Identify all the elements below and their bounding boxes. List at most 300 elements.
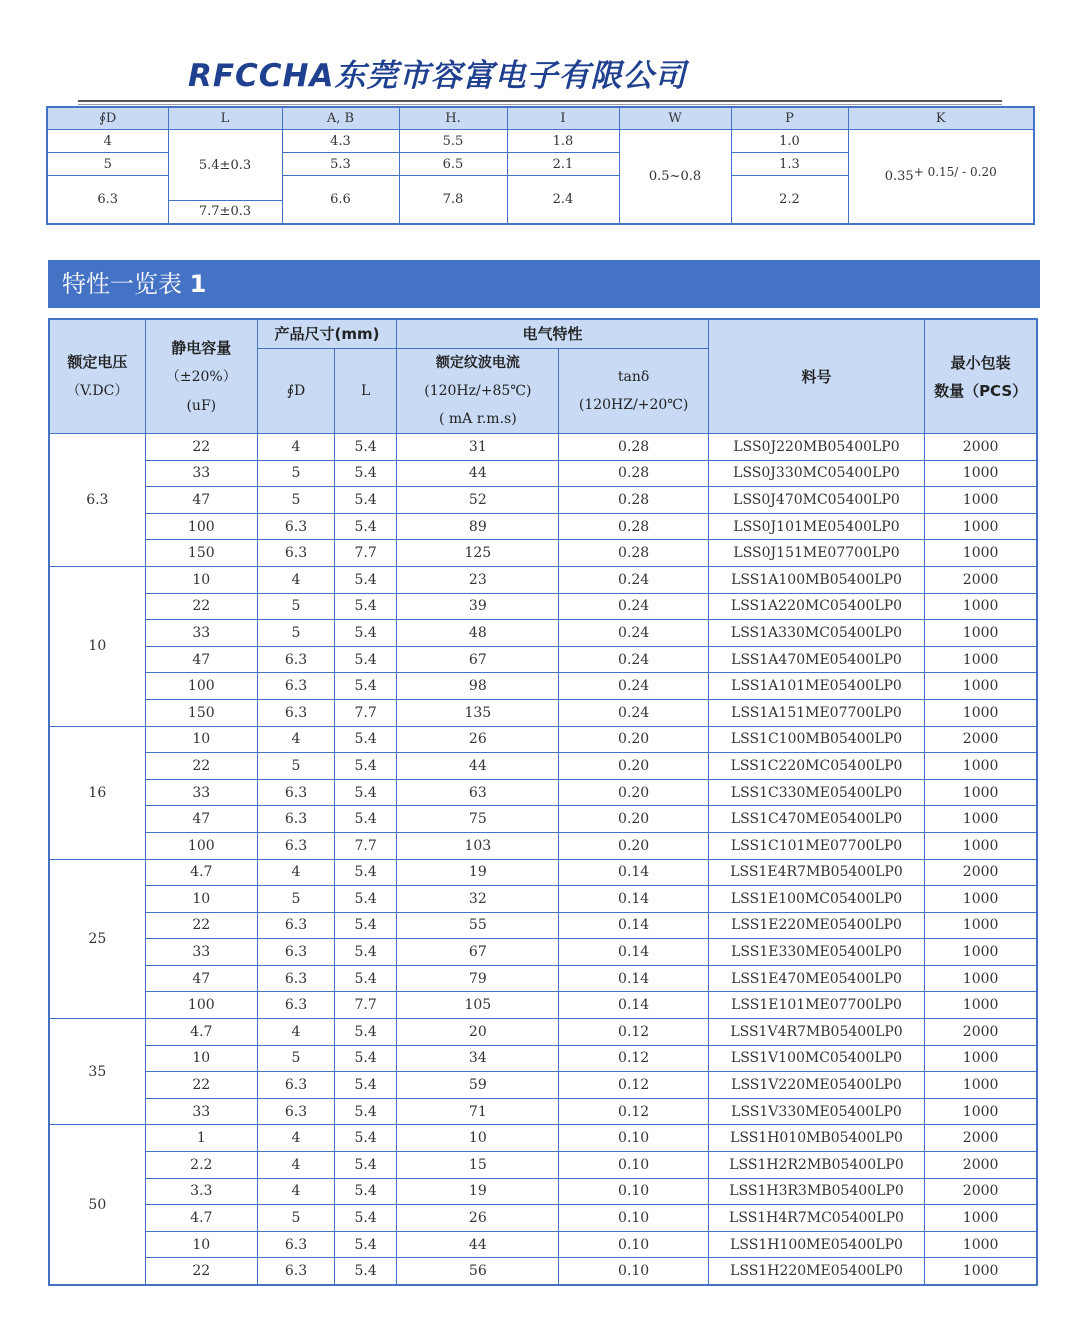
tan-delta-cell: 0.14: [559, 965, 708, 992]
part-number-cell: LSS1C330ME05400LP0: [708, 779, 924, 806]
capacitance-cell: 33: [145, 939, 257, 966]
ripple-current-cell: 26: [397, 726, 559, 753]
ripple-current-cell: 56: [397, 1258, 559, 1285]
length-cell: 5.4: [335, 487, 397, 514]
company-name: RFCCHA东莞市容富电子有限公司: [188, 58, 687, 94]
tan-delta-cell: 0.20: [559, 726, 708, 753]
ripple-current-cell: 71: [397, 1098, 559, 1125]
ripple-current-cell: 15: [397, 1152, 559, 1179]
capacitance-cell: 22: [145, 1072, 257, 1099]
capacitance-cell: 4.7: [145, 1205, 257, 1232]
length-cell: 5.4: [335, 566, 397, 593]
ripple-current-cell: 79: [397, 965, 559, 992]
col-header-capacitance: 静电容量 （±20%） (uF): [145, 319, 257, 434]
tan-delta-cell: 0.24: [559, 620, 708, 647]
min-package-cell: 1000: [925, 992, 1037, 1019]
part-number-cell: LSS0J470MC05400LP0: [708, 487, 924, 514]
part-number-cell: LSS1A470ME05400LP0: [708, 646, 924, 673]
diameter-cell: 5: [257, 460, 334, 487]
tan-delta-cell: 0.12: [559, 1019, 708, 1046]
ripple-current-cell: 75: [397, 806, 559, 833]
table-row: [49, 566, 1037, 593]
min-package-cell: 1000: [925, 487, 1037, 514]
min-package-cell: 2000: [925, 1178, 1037, 1205]
section-title-number: 1: [189, 270, 207, 298]
col-header-voltage: 额定电压 （V.DC）: [49, 319, 145, 434]
table-row: [49, 753, 1037, 780]
diameter-cell: 6.3: [257, 832, 334, 859]
spec-table: [48, 318, 1038, 1286]
part-number-cell: LSS1E100MC05400LP0: [708, 886, 924, 913]
ripple-current-cell: 105: [397, 992, 559, 1019]
diameter-cell: 4: [257, 1125, 334, 1152]
min-package-cell: 1000: [925, 1098, 1037, 1125]
dim-cell-h: 5.5: [399, 130, 507, 153]
col-header-min-package: 最小包装 数量（PCS）: [925, 319, 1037, 434]
ripple-current-cell: 52: [397, 487, 559, 514]
diameter-cell: 6.3: [257, 540, 334, 567]
min-package-cell: 1000: [925, 779, 1037, 806]
dim-cell-p: 1.3: [731, 153, 848, 176]
min-package-cell: 1000: [925, 1045, 1037, 1072]
tan-delta-cell: 0.10: [559, 1152, 708, 1179]
k-base: 0.35: [884, 168, 914, 184]
table-row: [49, 593, 1037, 620]
length-cell: 5.4: [335, 886, 397, 913]
min-package-cell: 1000: [925, 673, 1037, 700]
dim-cell-d: 6.3: [47, 176, 168, 224]
dim-header-ab: A, B: [282, 107, 399, 130]
length-cell: 5.4: [335, 460, 397, 487]
dim-header-d: ∮D: [47, 107, 168, 130]
capacitance-cell: 4.7: [145, 859, 257, 886]
diameter-cell: 4: [257, 1178, 334, 1205]
tan-delta-cell: 0.24: [559, 566, 708, 593]
min-package-cell: 1000: [925, 1231, 1037, 1258]
table-row: [49, 513, 1037, 540]
spec-header-row: [49, 319, 1037, 349]
part-number-cell: LSS1V4R7MB05400LP0: [708, 1019, 924, 1046]
ripple-current-cell: 39: [397, 593, 559, 620]
tan-delta-cell: 0.12: [559, 1045, 708, 1072]
diameter-cell: 6.3: [257, 513, 334, 540]
dim-cell-k: [848, 130, 1034, 224]
ripple-current-cell: 44: [397, 753, 559, 780]
table-row: [49, 1125, 1037, 1152]
part-number-cell: LSS1V330ME05400LP0: [708, 1098, 924, 1125]
diameter-cell: 6.3: [257, 912, 334, 939]
min-package-cell: 1000: [925, 832, 1037, 859]
part-number-cell: LSS1C470ME05400LP0: [708, 806, 924, 833]
min-package-cell: 2000: [925, 1019, 1037, 1046]
diameter-cell: 6.3: [257, 1231, 334, 1258]
diameter-cell: 4: [257, 1019, 334, 1046]
diameter-cell: 5: [257, 487, 334, 514]
dim-cell-h: 7.8: [399, 176, 507, 224]
table-row: [49, 1205, 1037, 1232]
tan-delta-cell: 0.12: [559, 1072, 708, 1099]
section-title: [48, 260, 1040, 308]
capacitance-cell: 47: [145, 646, 257, 673]
voltage-cell: 35: [49, 1019, 145, 1125]
table-row: [49, 806, 1037, 833]
table-row: [49, 1072, 1037, 1099]
length-cell: 7.7: [335, 992, 397, 1019]
min-package-cell: 2000: [925, 859, 1037, 886]
capacitance-cell: 47: [145, 806, 257, 833]
length-cell: 5.4: [335, 434, 397, 461]
diameter-cell: 4: [257, 1152, 334, 1179]
ripple-current-cell: 67: [397, 939, 559, 966]
ripple-current-cell: 63: [397, 779, 559, 806]
table-row: [49, 646, 1037, 673]
min-package-cell: 2000: [925, 1152, 1037, 1179]
part-number-cell: LSS1E220ME05400LP0: [708, 912, 924, 939]
ripple-current-cell: 48: [397, 620, 559, 647]
min-package-cell: 2000: [925, 1125, 1037, 1152]
length-cell: 5.4: [335, 859, 397, 886]
diameter-cell: 6.3: [257, 939, 334, 966]
ripple-current-cell: 89: [397, 513, 559, 540]
length-cell: 5.4: [335, 673, 397, 700]
min-package-cell: 1000: [925, 939, 1037, 966]
dim-cell-i: 2.1: [507, 153, 619, 176]
diameter-cell: 6.3: [257, 779, 334, 806]
voltage-cell: 6.3: [49, 434, 145, 567]
diameter-cell: 6.3: [257, 1098, 334, 1125]
header-rule: [78, 100, 1002, 102]
col-header-diameter: ∮D: [257, 349, 334, 434]
tan-delta-cell: 0.28: [559, 434, 708, 461]
capacitance-cell: 22: [145, 1258, 257, 1285]
table-row: [49, 620, 1037, 647]
length-cell: 5.4: [335, 1152, 397, 1179]
diameter-cell: 6.3: [257, 806, 334, 833]
tan-delta-cell: 0.20: [559, 753, 708, 780]
ripple-current-cell: 55: [397, 912, 559, 939]
min-package-cell: 1000: [925, 753, 1037, 780]
min-package-cell: 1000: [925, 513, 1037, 540]
tan-delta-cell: 0.14: [559, 886, 708, 913]
tan-delta-cell: 0.28: [559, 460, 708, 487]
dimension-header-row: [47, 107, 1034, 130]
capacitance-cell: 33: [145, 1098, 257, 1125]
part-number-cell: LSS1V100MC05400LP0: [708, 1045, 924, 1072]
min-package-cell: 1000: [925, 806, 1037, 833]
dim-header-h: H.: [399, 107, 507, 130]
capacitance-cell: 10: [145, 886, 257, 913]
tan-delta-cell: 0.10: [559, 1258, 708, 1285]
capacitance-cell: 2.2: [145, 1152, 257, 1179]
tan-delta-cell: 0.24: [559, 673, 708, 700]
part-number-cell: LSS1C220MC05400LP0: [708, 753, 924, 780]
ripple-current-cell: 20: [397, 1019, 559, 1046]
length-cell: 5.4: [335, 1231, 397, 1258]
table-row: [49, 540, 1037, 567]
ripple-current-cell: 26: [397, 1205, 559, 1232]
part-number-cell: LSS0J220MB05400LP0: [708, 434, 924, 461]
capacitance-cell: 4.7: [145, 1019, 257, 1046]
tan-delta-cell: 0.10: [559, 1205, 708, 1232]
diameter-cell: 6.3: [257, 965, 334, 992]
length-cell: 5.4: [335, 1205, 397, 1232]
tan-delta-cell: 0.20: [559, 779, 708, 806]
table-row: [49, 1258, 1037, 1285]
part-number-cell: LSS1H010MB05400LP0: [708, 1125, 924, 1152]
capacitance-cell: 10: [145, 726, 257, 753]
diameter-cell: 5: [257, 593, 334, 620]
part-number-cell: LSS1E4R7MB05400LP0: [708, 859, 924, 886]
table-row: [49, 460, 1037, 487]
table-row: [49, 487, 1037, 514]
dim-cell-i: 2.4: [507, 176, 619, 224]
part-number-cell: LSS1H100ME05400LP0: [708, 1231, 924, 1258]
dim-header-p: P: [731, 107, 848, 130]
diameter-cell: 4: [257, 726, 334, 753]
capacitance-cell: 22: [145, 593, 257, 620]
table-row: [49, 1231, 1037, 1258]
dim-cell-p: 1.0: [731, 130, 848, 153]
length-cell: 5.4: [335, 1098, 397, 1125]
table-row: [49, 1152, 1037, 1179]
min-package-cell: 2000: [925, 566, 1037, 593]
header-rule-thin: [78, 104, 1002, 105]
dimension-row: [47, 130, 1034, 153]
diameter-cell: 6.3: [257, 1258, 334, 1285]
table-row: [49, 832, 1037, 859]
ripple-current-cell: 34: [397, 1045, 559, 1072]
capacitance-cell: 10: [145, 1231, 257, 1258]
ripple-current-cell: 135: [397, 699, 559, 726]
part-number-cell: LSS1A100MB05400LP0: [708, 566, 924, 593]
min-package-cell: 1000: [925, 1258, 1037, 1285]
dim-cell-i: 1.8: [507, 130, 619, 153]
ripple-current-cell: 44: [397, 460, 559, 487]
diameter-cell: 6.3: [257, 646, 334, 673]
tan-delta-cell: 0.20: [559, 832, 708, 859]
length-cell: 5.4: [335, 939, 397, 966]
capacitance-cell: 100: [145, 513, 257, 540]
part-number-cell: LSS1A220MC05400LP0: [708, 593, 924, 620]
min-package-cell: 1000: [925, 912, 1037, 939]
voltage-cell: 50: [49, 1125, 145, 1285]
capacitance-cell: 100: [145, 992, 257, 1019]
length-cell: 5.4: [335, 1072, 397, 1099]
table-row: [49, 434, 1037, 461]
length-cell: 7.7: [335, 699, 397, 726]
table-row: [49, 859, 1037, 886]
part-number-cell: LSS1A101ME05400LP0: [708, 673, 924, 700]
table-row: [49, 699, 1037, 726]
dim-cell-d: 5: [47, 153, 168, 176]
tan-delta-cell: 0.14: [559, 912, 708, 939]
min-package-cell: 1000: [925, 540, 1037, 567]
part-number-cell: LSS1E470ME05400LP0: [708, 965, 924, 992]
dim-cell-w: 0.5~0.8: [619, 130, 731, 224]
min-package-cell: 1000: [925, 965, 1037, 992]
tan-delta-cell: 0.20: [559, 806, 708, 833]
length-cell: 5.4: [335, 806, 397, 833]
table-row: [49, 1045, 1037, 1072]
ripple-current-cell: 125: [397, 540, 559, 567]
part-number-cell: LSS1A330MC05400LP0: [708, 620, 924, 647]
part-number-cell: LSS0J151ME07700LP0: [708, 540, 924, 567]
voltage-cell: 16: [49, 726, 145, 859]
tan-delta-cell: 0.14: [559, 939, 708, 966]
min-package-cell: 1000: [925, 1072, 1037, 1099]
col-header-ripple-current: 额定纹波电流 (120Hz/+85℃) ( mA r.m.s): [397, 349, 559, 434]
tan-delta-cell: 0.24: [559, 646, 708, 673]
part-number-cell: LSS1A151ME07700LP0: [708, 699, 924, 726]
dim-cell-h: 6.5: [399, 153, 507, 176]
tan-delta-cell: 0.10: [559, 1125, 708, 1152]
capacitance-cell: 1: [145, 1125, 257, 1152]
ripple-current-cell: 59: [397, 1072, 559, 1099]
ripple-current-cell: 19: [397, 859, 559, 886]
dim-cell-l-alt: 7.7±0.3: [168, 201, 282, 224]
capacitance-cell: 33: [145, 620, 257, 647]
diameter-cell: 5: [257, 753, 334, 780]
part-number-cell: LSS1H3R3MB05400LP0: [708, 1178, 924, 1205]
length-cell: 5.4: [335, 912, 397, 939]
part-number-cell: LSS1H2R2MB05400LP0: [708, 1152, 924, 1179]
diameter-cell: 6.3: [257, 699, 334, 726]
dim-header-i: I: [507, 107, 619, 130]
table-row: [49, 1178, 1037, 1205]
dim-cell-d: 4: [47, 130, 168, 153]
tan-delta-cell: 0.24: [559, 699, 708, 726]
col-header-electrical: 电气特性: [397, 319, 709, 349]
ripple-current-cell: 67: [397, 646, 559, 673]
ripple-current-cell: 19: [397, 1178, 559, 1205]
capacitance-cell: 150: [145, 540, 257, 567]
capacitance-cell: 10: [145, 566, 257, 593]
voltage-cell: 10: [49, 566, 145, 726]
length-cell: 5.4: [335, 646, 397, 673]
length-cell: 5.4: [335, 1019, 397, 1046]
part-number-cell: LSS0J101ME05400LP0: [708, 513, 924, 540]
diameter-cell: 4: [257, 566, 334, 593]
tan-delta-cell: 0.28: [559, 487, 708, 514]
part-number-cell: LSS1E101ME07700LP0: [708, 992, 924, 1019]
diameter-cell: 6.3: [257, 1072, 334, 1099]
part-number-cell: LSS1H4R7MC05400LP0: [708, 1205, 924, 1232]
tan-delta-cell: 0.12: [559, 1098, 708, 1125]
tan-delta-cell: 0.14: [559, 859, 708, 886]
table-row: [49, 939, 1037, 966]
dim-cell-l: 5.4±0.3: [168, 130, 282, 201]
capacitance-cell: 47: [145, 965, 257, 992]
min-package-cell: 1000: [925, 460, 1037, 487]
table-row: [49, 1098, 1037, 1125]
part-number-cell: LSS0J330MC05400LP0: [708, 460, 924, 487]
length-cell: 5.4: [335, 1125, 397, 1152]
ripple-current-cell: 44: [397, 1231, 559, 1258]
dim-header-w: W: [619, 107, 731, 130]
section-title-text: 特性一览表: [62, 270, 182, 298]
capacitance-cell: 3.3: [145, 1178, 257, 1205]
ripple-current-cell: 32: [397, 886, 559, 913]
part-number-cell: LSS1H220ME05400LP0: [708, 1258, 924, 1285]
capacitance-cell: 22: [145, 434, 257, 461]
diameter-cell: 5: [257, 1205, 334, 1232]
diameter-cell: 5: [257, 1045, 334, 1072]
col-header-tan-delta: tanδ (120HZ/+20℃): [559, 349, 708, 434]
diameter-cell: 4: [257, 859, 334, 886]
capacitance-cell: 33: [145, 460, 257, 487]
voltage-cell: 25: [49, 859, 145, 1019]
length-cell: 7.7: [335, 832, 397, 859]
capacitance-cell: 150: [145, 699, 257, 726]
dimension-table: [46, 106, 1035, 225]
capacitance-cell: 22: [145, 753, 257, 780]
table-row: [49, 673, 1037, 700]
k-tolerance: + 0.15/ - 0.20: [913, 164, 997, 179]
diameter-cell: 4: [257, 434, 334, 461]
tan-delta-cell: 0.24: [559, 593, 708, 620]
length-cell: 5.4: [335, 965, 397, 992]
length-cell: 5.4: [335, 620, 397, 647]
ripple-current-cell: 31: [397, 434, 559, 461]
spec-table-body: [49, 434, 1037, 1286]
min-package-cell: 1000: [925, 699, 1037, 726]
min-package-cell: 1000: [925, 886, 1037, 913]
ripple-current-cell: 10: [397, 1125, 559, 1152]
table-row: [49, 965, 1037, 992]
ripple-current-cell: 23: [397, 566, 559, 593]
length-cell: 5.4: [335, 726, 397, 753]
length-cell: 5.4: [335, 1178, 397, 1205]
ripple-current-cell: 98: [397, 673, 559, 700]
tan-delta-cell: 0.14: [559, 992, 708, 1019]
dim-cell-p: 2.2: [731, 176, 848, 224]
dim-header-k: K: [848, 107, 1034, 130]
dim-cell-ab: 5.3: [282, 153, 399, 176]
col-header-part-number: 料号: [708, 319, 924, 434]
min-package-cell: 1000: [925, 646, 1037, 673]
min-package-cell: 1000: [925, 1205, 1037, 1232]
length-cell: 5.4: [335, 1258, 397, 1285]
capacitance-cell: 10: [145, 1045, 257, 1072]
col-header-length: L: [335, 349, 397, 434]
diameter-cell: 6.3: [257, 992, 334, 1019]
ripple-current-cell: 103: [397, 832, 559, 859]
length-cell: 5.4: [335, 513, 397, 540]
tan-delta-cell: 0.28: [559, 513, 708, 540]
min-package-cell: 2000: [925, 726, 1037, 753]
capacitance-cell: 100: [145, 673, 257, 700]
table-row: [49, 779, 1037, 806]
length-cell: 5.4: [335, 753, 397, 780]
table-row: [49, 992, 1037, 1019]
tan-delta-cell: 0.28: [559, 540, 708, 567]
capacitance-cell: 33: [145, 779, 257, 806]
min-package-cell: 1000: [925, 620, 1037, 647]
table-row: [49, 1019, 1037, 1046]
length-cell: 5.4: [335, 593, 397, 620]
diameter-cell: 5: [257, 886, 334, 913]
part-number-cell: LSS1E330ME05400LP0: [708, 939, 924, 966]
capacitance-cell: 22: [145, 912, 257, 939]
tan-delta-cell: 0.10: [559, 1178, 708, 1205]
part-number-cell: LSS1C101ME07700LP0: [708, 832, 924, 859]
capacitance-cell: 100: [145, 832, 257, 859]
capacitance-cell: 47: [145, 487, 257, 514]
part-number-cell: LSS1V220ME05400LP0: [708, 1072, 924, 1099]
dim-header-l: L: [168, 107, 282, 130]
diameter-cell: 5: [257, 620, 334, 647]
dim-cell-ab: 4.3: [282, 130, 399, 153]
